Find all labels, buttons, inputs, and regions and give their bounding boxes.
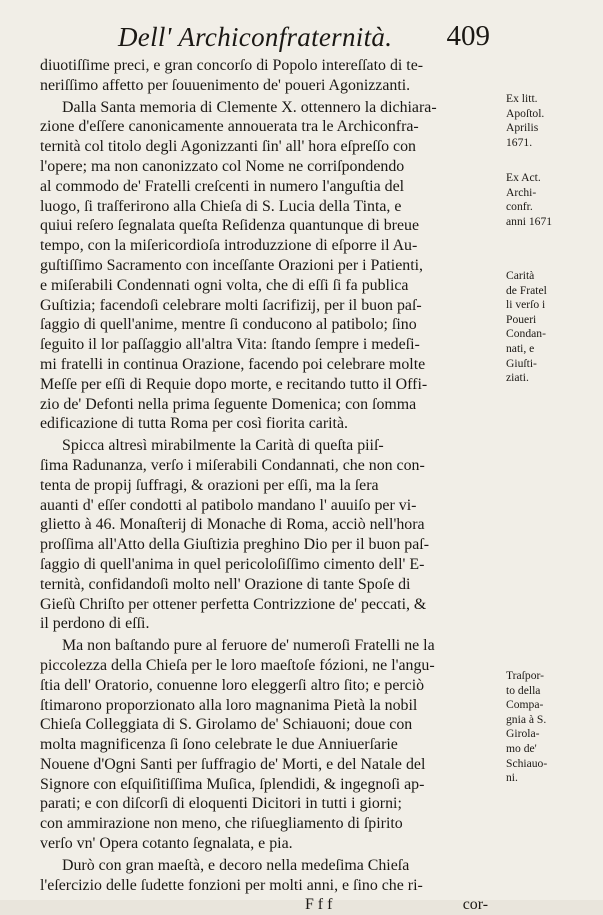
- text-line: Guſtizia; facendoſi celebrare molti ſacrifizij, per il buon paſ-: [40, 296, 422, 314]
- text-line: auanti d' eſſer condotti al patibolo mandano l' auuiſo per vi-: [40, 496, 417, 514]
- text-line: Spicca altresì mirabilmente la Carità di queſta piiſ-: [62, 437, 384, 455]
- note-line: Carità: [506, 269, 535, 282]
- page-header: [118, 22, 490, 52]
- note-line: Condan-: [506, 327, 546, 341]
- text-line: Chieſa Colleggiata di S. Girolamo de' Schiauoni; doue con: [40, 716, 413, 734]
- text-line: il perdono di eſſi.: [40, 615, 150, 633]
- text-line: edificazione di tutta Roma per così fiorita carità.: [40, 415, 348, 433]
- text-line: quiui reſero ſegnalata queſta Reſidenza quantunque di breue: [40, 217, 420, 235]
- text-line: Gieſù Chriſto per ottener perfetta Contrizzione de' peccati, &: [40, 595, 427, 613]
- text-line: tenta de propij ſuffragi, & orazioni per eſſi, ma la ſera: [40, 476, 379, 494]
- note-line: Ex litt.: [506, 92, 538, 105]
- note-line: gnia à S.: [506, 712, 547, 726]
- text-line: molta magnificenza ſi ſono celebrate le due Anniuerſarie: [40, 736, 398, 754]
- text-line: ſtimarono proporzionato alla loro magnanima Pietà la nobil: [40, 696, 418, 714]
- note-line: Schiauo-: [506, 756, 548, 770]
- note-line: ziati.: [506, 371, 529, 385]
- text-line: Dalla Santa memoria di Clemente X. ottennero la dichiara-: [62, 98, 437, 116]
- catchword: cor-: [462, 896, 488, 914]
- note-line: Traſpor-: [506, 669, 544, 682]
- text-line: Meſſe per eſſi di Requie dopo morte, e recitando tutto il Offi-: [40, 375, 428, 393]
- text-line: al commodo de' Fratelli creſcenti in numero l'anguſtia del: [40, 177, 405, 195]
- page-footer: [40, 895, 498, 915]
- note-line: Girola-: [506, 727, 540, 741]
- note-line: nati, e: [506, 341, 535, 355]
- text-line: proſſima all'Atto della Giuſtizia preghino Dio per il buon paſ-: [40, 536, 430, 554]
- note-line: ni.: [506, 771, 518, 785]
- text-line: e miſerabili Condennati ogni volta, che di eſſi ſi fa publica: [40, 276, 409, 294]
- text-line: ſeguito il lor paſſaggio all'altra Vita: ſtando ſempre i medeſi-: [40, 336, 420, 354]
- text-line: guſtiſſimo Sacramento con inceſſante Orazioni per i Patienti,: [40, 256, 424, 274]
- running-head: Dell' Archiconfraternità.: [118, 22, 393, 52]
- text-line: Ma non baſtando pure al feruore de' numeroſi Fratelli ne la: [62, 637, 435, 655]
- note-line: Compa-: [506, 698, 544, 712]
- text-line: ſtia dell' Oratorio, conuenne loro eleggerſi altro ſito; e perciò: [40, 676, 425, 694]
- text-line: Signore con eſquiſitiſſima Muſica, ſplendidi, & ingegnoſi ap-: [40, 775, 425, 793]
- page-number: 409: [446, 20, 490, 52]
- note-line: to della: [506, 683, 541, 697]
- text-line: luogo, ſi traſferirono alla Chieſa di S. Lucia della Tinta, e: [40, 197, 402, 215]
- text-line: zio de' Defonti nella prima ſeguente Domenica; con ſomma: [40, 395, 417, 413]
- note-line: anni 1671: [506, 214, 553, 228]
- note-line: de Fratel: [506, 283, 547, 297]
- text-line: diuotiſſime preci, e gran concorſo di Popolo intereſſato di te-: [40, 57, 424, 74]
- note-line: Poueri: [506, 312, 537, 326]
- signature-mark: F f f: [305, 896, 333, 914]
- text-line: zione d'eſſere canonicamente annouerata tra le Archiconfra-: [40, 118, 419, 136]
- note-line: li verſo i: [506, 298, 546, 312]
- text-line: Nouene d'Ogni Santi per ſuffragio de' Morti, e del Natale del: [40, 755, 426, 773]
- main-text: [40, 56, 498, 915]
- text-line: ternità col titolo degli Agonizzanti ſin' all' hora eſpreſſo con: [40, 138, 416, 156]
- text-line: verſo vn' Opera cotanto ſegnalata, e pia.: [40, 835, 293, 853]
- note-line: confr.: [506, 200, 533, 214]
- text-line: neriſſimo affetto per ſouuenimento de' poueri Agonizzanti.: [40, 76, 411, 94]
- text-line: parati; e con diſcorſi di eloquenti Dicitori in tutti i giorni;: [40, 795, 402, 813]
- margin-note: [506, 92, 598, 150]
- note-line: Archi-: [506, 185, 537, 199]
- text-line: mi fratelli in continua Orazione, facendo poi celebrare molte: [40, 355, 426, 373]
- text-line: con ammirazione non meno, che riſuegliamento di ſpirito: [40, 815, 403, 833]
- text-line: ſaggio di quell'anime, mentre ſi conducono al patibolo; ſino: [40, 316, 417, 334]
- margin-note: [506, 269, 598, 386]
- note-line: Giuſti-: [506, 356, 537, 370]
- margin-note: [506, 669, 598, 786]
- text-line: l'opere; ma non canonizzato col Nome ne corriſpondendo: [40, 157, 405, 175]
- text-line: piccolezza della Chieſa per le loro maeſtoſe fózioni, ne l'angu-: [40, 656, 435, 674]
- note-line: 1671.: [506, 135, 533, 149]
- text-line: l'eſercizio delle ſudette fonzioni per molti anni, e ſino che ri-: [40, 876, 423, 894]
- note-line: Ex Act.: [506, 171, 541, 184]
- text-line: Durò con gran maeſtà, e decoro nella medeſima Chieſa: [62, 856, 410, 874]
- text-line: ternità, confidandoſi molto nell' Orazione di tante Spoſe di: [40, 575, 411, 593]
- text-line: glietto à 46. Monaſterij di Monache di Roma, acciò nell'hora: [40, 516, 425, 534]
- note-line: Aprilis: [506, 121, 539, 135]
- note-line: Apoſtol.: [506, 106, 545, 120]
- text-line: ſaggio di quell'anima in quel pericoloſiſſimo cimento dell' E-: [40, 555, 425, 573]
- text-line: tempo, con la miſericordioſa introduzzione di eſporre il Au-: [40, 237, 418, 255]
- note-line: mo de': [506, 741, 537, 755]
- text-line: ſima Radunanza, verſo i miſerabili Condannati, che non con-: [40, 456, 425, 474]
- margin-note: [506, 171, 598, 229]
